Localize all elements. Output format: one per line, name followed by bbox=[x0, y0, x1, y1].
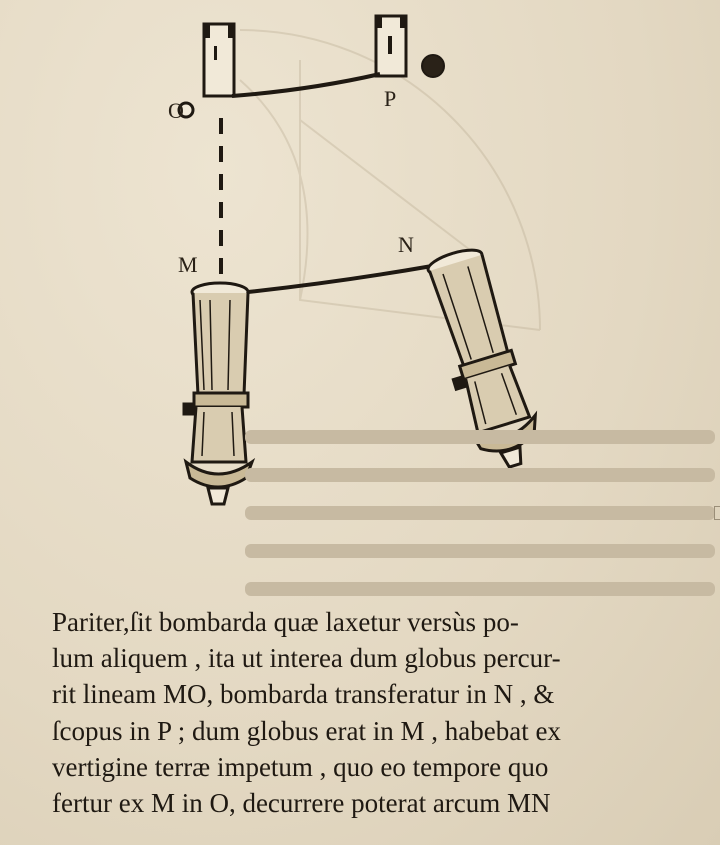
text-line: vertigine terræ impetum , quo eo tempore quo bbox=[52, 751, 549, 782]
show-through-text bbox=[245, 430, 715, 596]
bombarda-left bbox=[184, 283, 252, 504]
text-line: ſcopus in P ; dum globus erat in M , habebat ex bbox=[52, 715, 561, 746]
label-o: O bbox=[168, 98, 184, 123]
text-line: lum aliquem , ita ut interea dum globus percur- bbox=[52, 643, 561, 674]
label-m: M bbox=[178, 252, 198, 277]
target-ball bbox=[422, 55, 444, 77]
label-n: N bbox=[398, 232, 414, 257]
text-line: fertur ex M in O, decurrere poterat arcum MN bbox=[52, 788, 551, 819]
text-line: Pariter,ſit bombarda quæ laxetur versùs po- bbox=[52, 607, 519, 637]
line-o-p bbox=[232, 74, 380, 96]
body-text bbox=[52, 604, 720, 821]
sight-vane-right bbox=[376, 16, 406, 76]
text-line: rit lineam MO, bombarda transferatur in N , & bbox=[52, 679, 555, 710]
line-m-n bbox=[248, 266, 432, 292]
sight-vane-left bbox=[204, 24, 234, 96]
margin-mark bbox=[714, 506, 720, 520]
label-p: P bbox=[384, 86, 397, 111]
